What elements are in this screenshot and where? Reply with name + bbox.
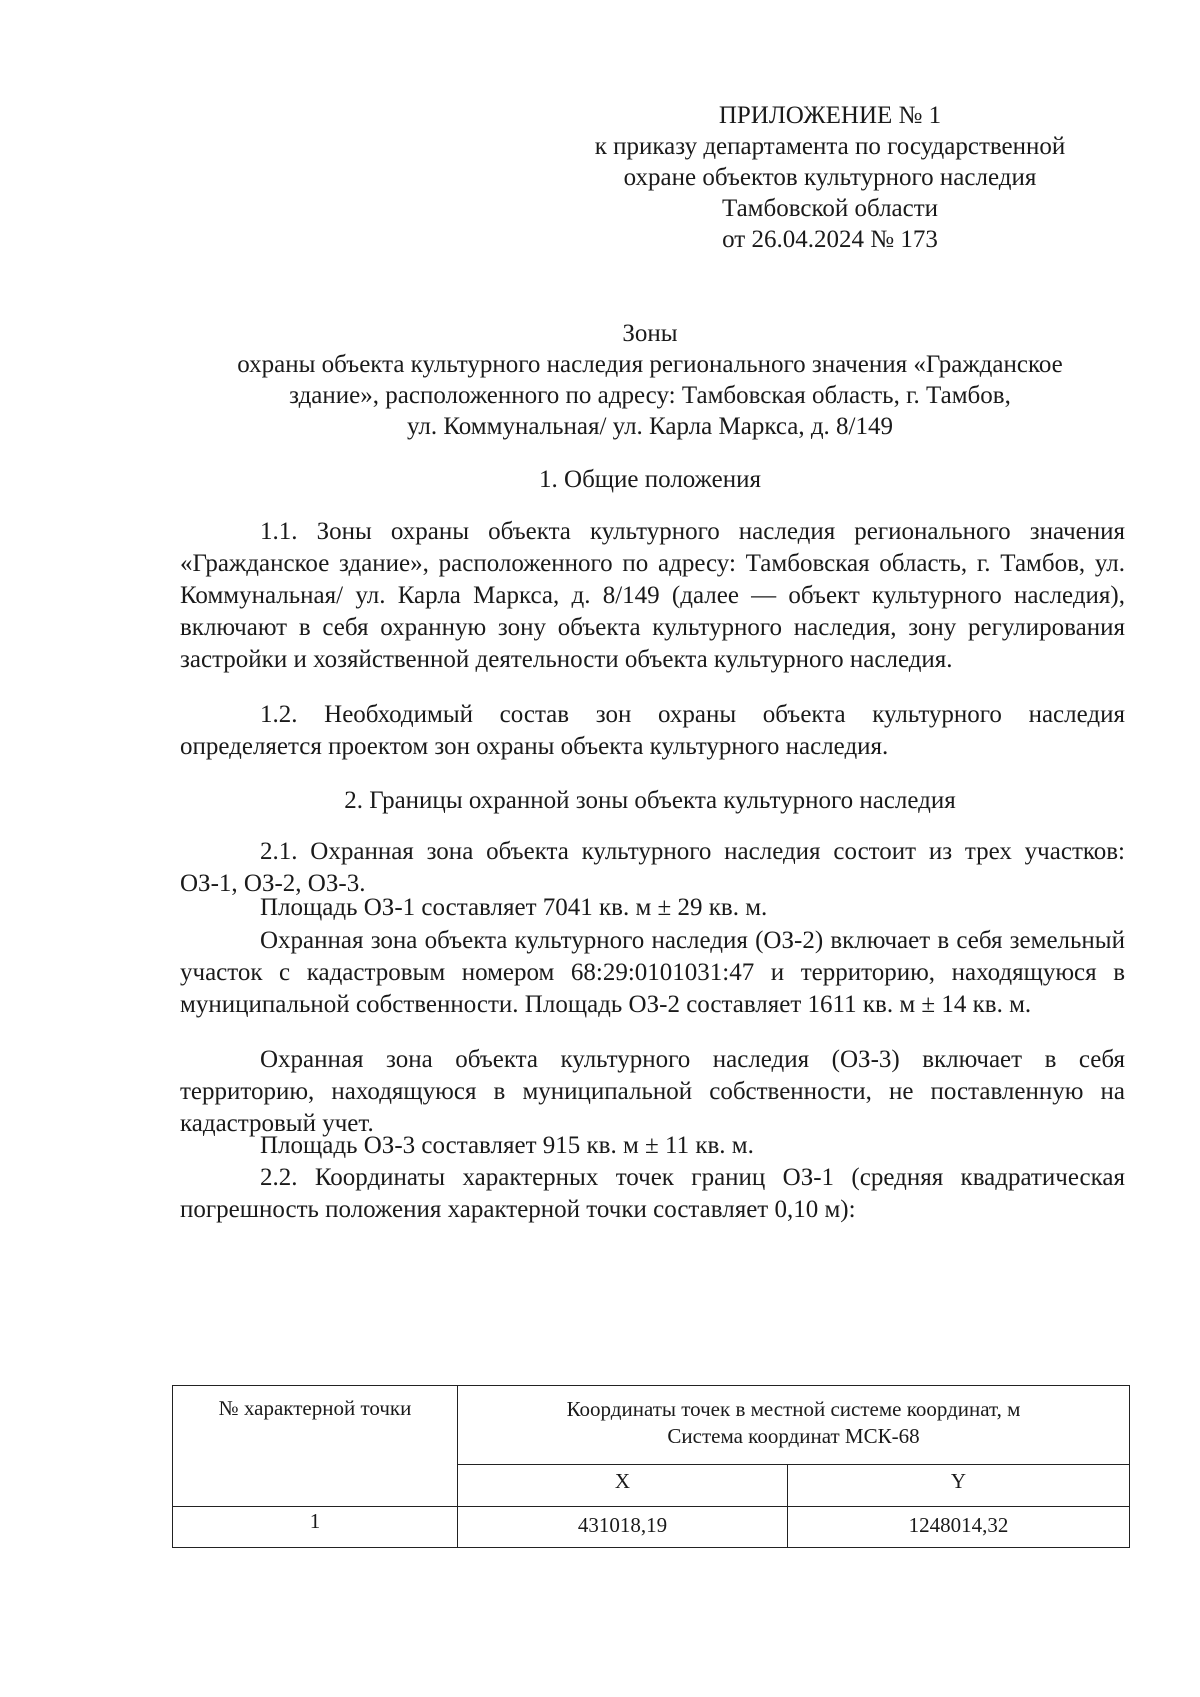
- cell-point-number: 1: [173, 1507, 458, 1548]
- section-2-heading: 2. Границы охранной зоны объекта культурного наследия: [344, 787, 956, 814]
- paragraph-oz3: Охранная зона объекта культурного наследия (ОЗ-3) включает в себя территорию, находящуюся в муниципальной собственности, не поставленную на кадастровый учет.: [180, 1046, 1125, 1137]
- document-title-line: здание», расположенного по адресу: Тамбовская область, г. Тамбов,: [289, 382, 1011, 409]
- paragraph-1-2: 1.2. Необходимый состав зон охраны объекта культурного наследия определяется проектом зон охраны объекта культурного наследия.: [180, 701, 1125, 760]
- paragraph-2-1: 2.1. Охранная зона объекта культурного наследия состоит из трех участков: ОЗ-1, ОЗ-2, ОЗ-3.: [180, 838, 1125, 897]
- paragraph-oz2: Охранная зона объекта культурного наследия (ОЗ-2) включает в себя земельный участок с кадастровым номером 68:29:0101031:47 и территорию, находящуюся в муниципальной собственности. Площадь ОЗ-2 составляет 1611 кв. м ± 14 кв. м.: [180, 927, 1125, 1018]
- header-x: X: [458, 1464, 788, 1506]
- appendix-subtitle-line: Тамбовской области: [721, 195, 939, 222]
- header-coordinates-line1: Координаты точек в местной системе координат, м: [566, 1397, 1021, 1421]
- header-y: Y: [788, 1464, 1130, 1506]
- appendix-subtitle-line: охране объектов культурного наследия: [623, 164, 1037, 191]
- cell-x: 431018,19: [458, 1507, 788, 1548]
- header-coordinates-line2: Система координат МСК-68: [667, 1424, 920, 1448]
- appendix-date-number: от 26.04.2024 № 173: [722, 226, 938, 253]
- section-1-heading: 1. Общие положения: [539, 466, 761, 493]
- header-coordinates: [458, 1386, 1130, 1465]
- header-point-number: № характерной точки: [173, 1386, 458, 1507]
- area-oz3: Площадь ОЗ-3 составляет 915 кв. м ± 11 кв. м.: [260, 1132, 754, 1159]
- appendix-subtitle-line: к приказу департамента по государственной: [594, 133, 1066, 160]
- paragraph-2-2: 2.2. Координаты характерных точек границ ОЗ-1 (средняя квадратическая погрешность положения характерной точки составляет 0,10 м):: [180, 1164, 1125, 1223]
- document-title-line: ул. Коммунальная/ ул. Карла Маркса, д. 8/149: [406, 413, 894, 440]
- table-row: [173, 1507, 1130, 1548]
- paragraph-1-1: 1.1. Зоны охраны объекта культурного наследия регионального значения «Гражданское здание», расположенного по адресу: Тамбовская область, г. Тамбов, ул. Коммунальная/ ул. Карла Маркса, д. 8/149 (далее — объект культурного наследия), включают в себя охранную зону объекта культурного наследия, зону регулирования застройки и хозяйственной деятельности объекта культурного наследия.: [180, 518, 1125, 673]
- appendix-title: ПРИЛОЖЕНИЕ № 1: [718, 102, 942, 129]
- document-title-line: охраны объекта культурного наследия регионального значения «Гражданское: [237, 351, 1063, 378]
- coordinates-table: [172, 1385, 1130, 1548]
- area-oz1: Площадь ОЗ-1 составляет 7041 кв. м ± 29 кв. м.: [260, 894, 768, 921]
- document-title: Зоны: [622, 320, 678, 347]
- cell-y: 1248014,32: [788, 1507, 1130, 1548]
